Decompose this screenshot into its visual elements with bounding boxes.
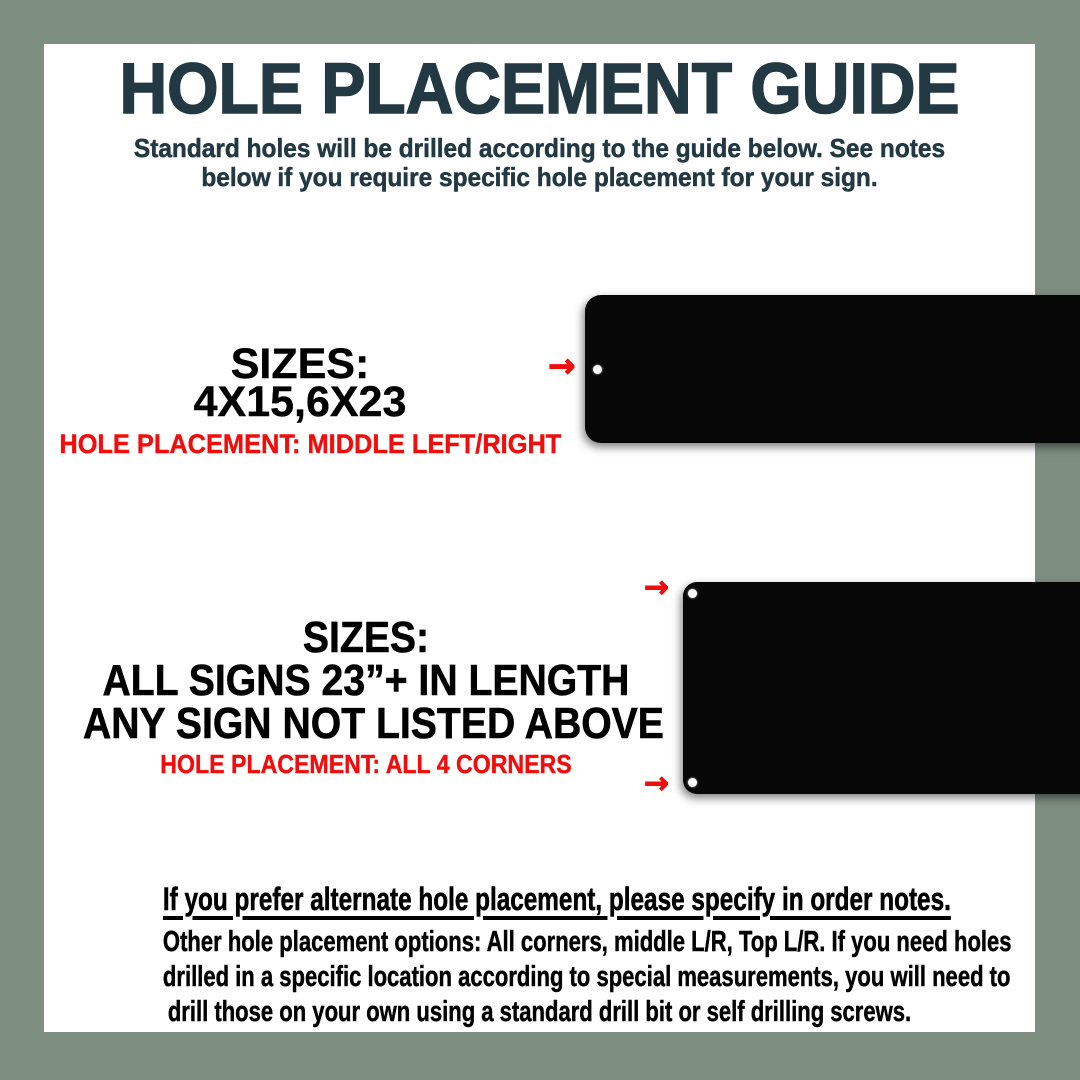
sizes-line-1: ALL SIGNS 23”+ IN LENGTH (102, 656, 630, 705)
page-title: HOLE PLACEMENT GUIDE (119, 50, 960, 129)
drill-hole-top-left (688, 589, 697, 598)
subtitle-line-1: Standard holes will be drilled according to the guide below. See notes (133, 133, 946, 163)
hole-placement-note: HOLE PLACEMENT: ALL 4 CORNERS (160, 749, 572, 779)
section-large-signs-text (82, 613, 664, 779)
sizes-label: SIZES: (302, 613, 430, 662)
sizes-value: 4X15,6X23 (193, 378, 407, 426)
sign-mockup-large (683, 582, 1080, 794)
notes-body-line-2: drilled in a specific location according to special measurements, you will need to (162, 961, 1011, 993)
notes-section (44, 882, 1035, 1030)
sign-mockup-small (585, 295, 1080, 443)
notes-heading: If you prefer alternate hole placement, please specify in order notes. (162, 881, 951, 917)
notes-body-line-3: drill those on your own using a standard drill bit or self drilling screws. (167, 996, 912, 1028)
section-small-signs-text (44, 340, 562, 459)
arrow-right-icon: → (548, 346, 576, 385)
hole-placement-note: HOLE PLACEMENT: MIDDLE LEFT/RIGHT (59, 429, 562, 459)
sizes-label: SIZES: (230, 340, 370, 388)
notes-body-line-1: Other hole placement options: All corners, middle L/R, Top L/R. If you need holes (162, 926, 1012, 958)
page-subtitle (74, 134, 1006, 192)
sizes-line-2: ANY SIGN NOT LISTED ABOVE (82, 699, 664, 748)
guide-card (44, 44, 1035, 1032)
drill-hole-bottom-left (688, 778, 697, 787)
subtitle-line-2: below if you require specific hole placement for your sign. (201, 162, 878, 192)
arrow-right-icon: → (644, 766, 670, 801)
arrow-right-icon: → (644, 570, 670, 605)
drill-hole-middle-left (593, 365, 602, 374)
